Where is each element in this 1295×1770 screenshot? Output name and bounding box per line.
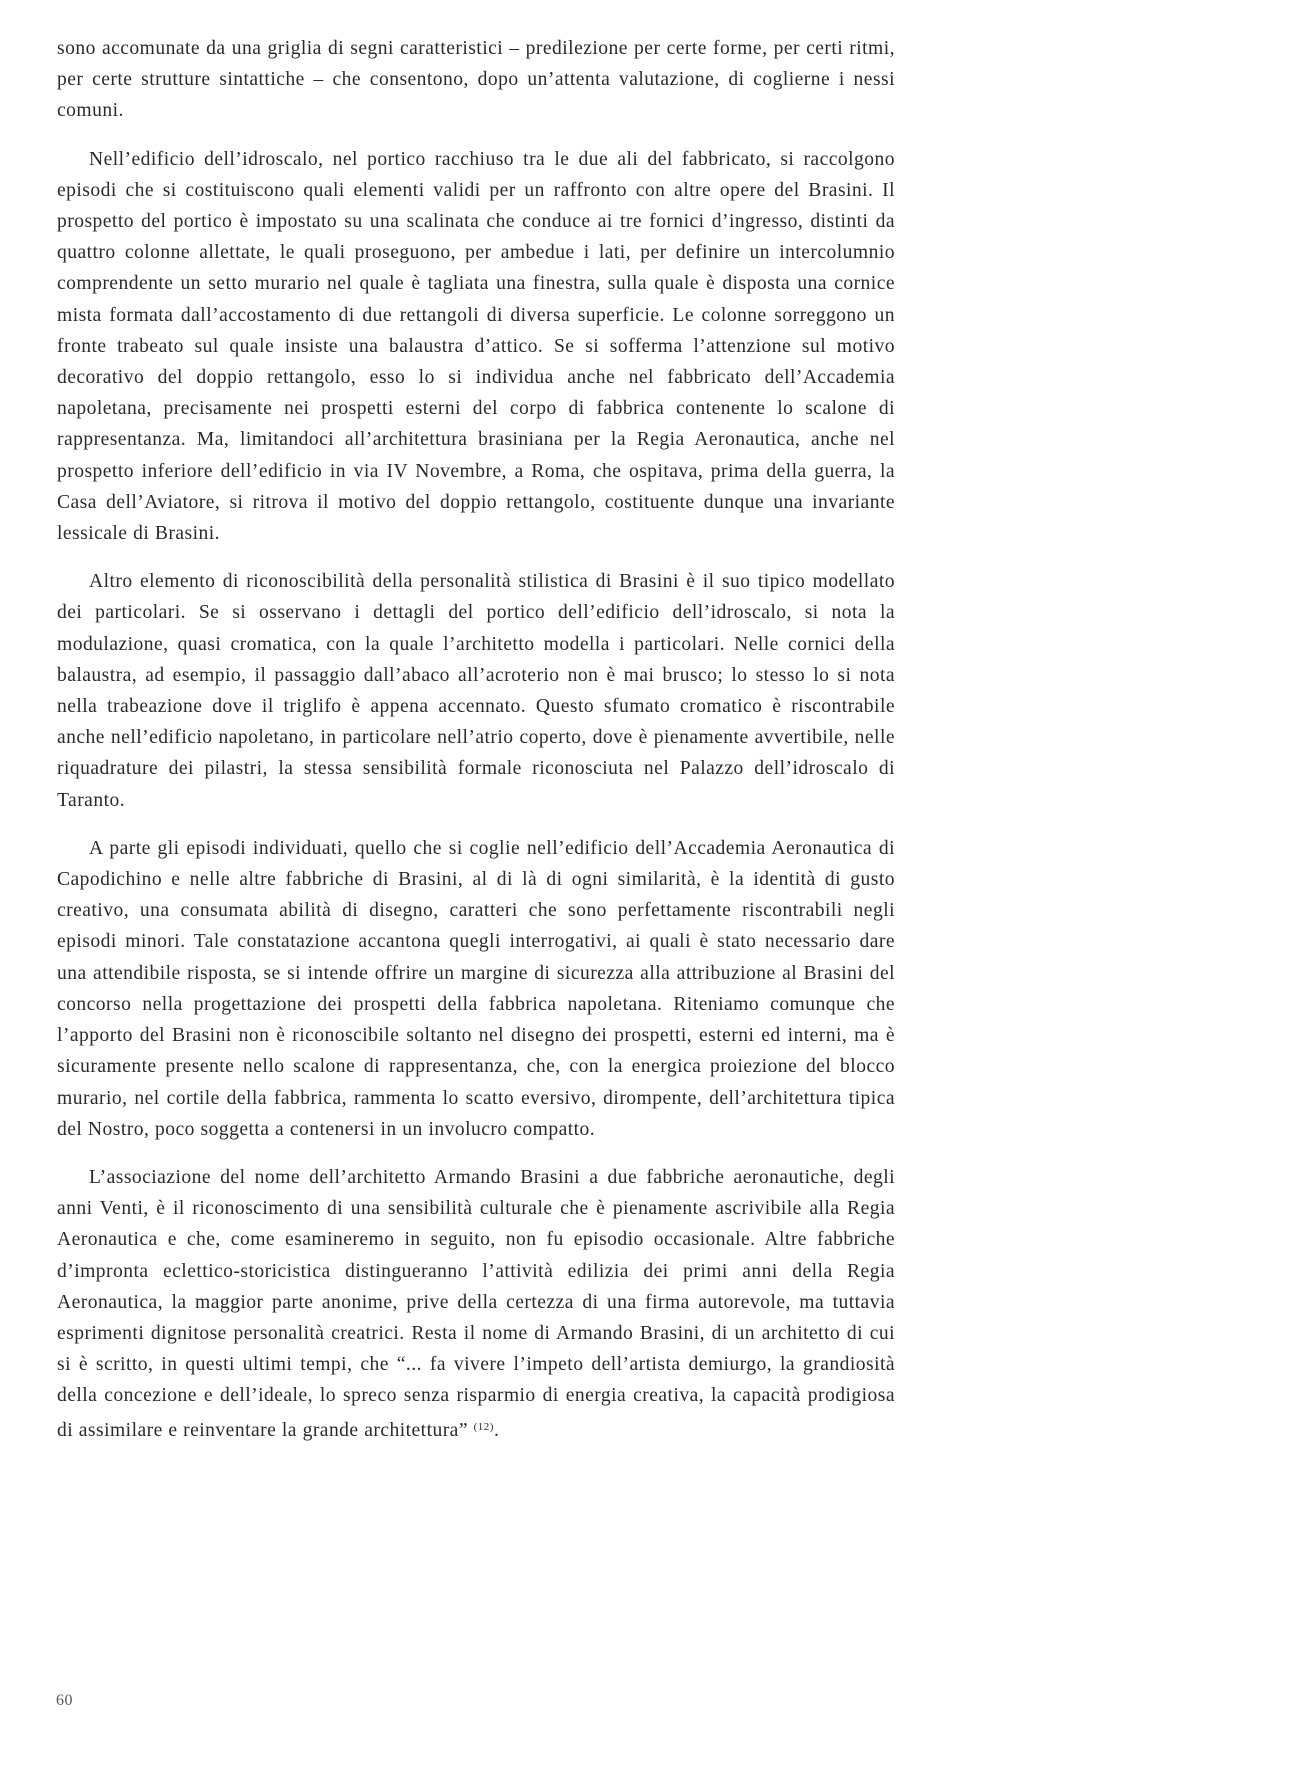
paragraph-5 (57, 1162, 895, 1446)
paragraph-2: Nell’edificio dell’idroscalo, nel portico racchiuso tra le due ali del fabbricato, si raccolgono episodi che si costituiscono quali elementi validi per un raffronto con altre opere del Brasini. Il prospetto del portico è impostato su una scalinata che conduce ai tre fornici d’ingresso, distinti da quattro colonne allettate, le quali proseguono, per ambedue i lati, per definire un intercolumnio comprendente un setto murario nel quale è tagliata una finestra, sulla quale è disposta una cornice mista formata dall’accostamento di due rettangoli di diversa superficie. Le colonne sorreggono un fronte trabeato sul quale insiste una balaustra d’attico. Se si sofferma l’attenzione sul motivo decorativo del doppio rettangolo, esso lo si individua anche nel fabbricato dell’Accademia napoletana, precisamente nei prospetti esterni del corpo di fabbrica contenente lo scalone di rappresentanza. Ma, limitandoci all’architettura brasiniana per la Regia Aeronautica, anche nel prospetto inferiore dell’edificio in via IV Novembre, a Roma, che ospitava, prima della guerra, la Casa dell’Aviatore, si ritrova il motivo del doppio rettangolo, costituente dunque una invariante lessicale di Brasini. (57, 148, 895, 545)
page-number: 60 (56, 1692, 73, 1709)
paragraph-1: sono accomunate da una griglia di segni caratteristici – predilezione per certe forme, per certi ritmi, per certe strutture sintattiche – che consentono, dopo un’attenta valutazione, di coglierne i nessi comuni. (57, 38, 895, 122)
paragraph-3: Altro elemento di riconoscibilità della personalità stilistica di Brasini è il suo tipico modellato dei particolari. Se si osservano i dettagli del portico dell’edificio dell’idroscalo, si nota la modulazione, quasi cromatica, con la quale l’architetto modella i particolari. Nelle cornici della balaustra, ad esempio, il passaggio dall’abaco all’acroterio non è mai brusco; lo stesso lo si nota nella trabeazione dove il triglifo è appena accennato. Questo sfumato cromatico è riscontrabile anche nell’edificio napoletano, in particolare nell’atrio coperto, dove è pienamente avvertibile, nelle riquadrature dei pilastri, la stessa sensibilità formale riconosciuta nel Palazzo dell’idroscalo di Taranto. (57, 571, 895, 811)
paragraph-5-trailing: . (493, 1419, 500, 1441)
paragraph-5-text: L’associazione del nome dell’architetto Armando Brasini a due fabbriche aeronautiche, degli anni Venti, è il riconoscimento di una sensibilità culturale che è pienamente ascrivibile alla Regia Aeronautica e che, come esamineremo in seguito, non fu episodio occasionale. Altre fabbriche d’impronta eclettico-storicistica distingueranno l’attività edilizia dei primi anni della Regia Aeronautica, la maggior parte anonime, prive della certezza di una firma autorevole, ma tuttavia esprimenti dignitose personalità creatrici. Resta il nome di Armando Brasini, di un architetto di cui si è scritto, in questi ultimi tempi, che “... fa vivere l’impeto dell’artista demiurgo, la grandiosità della concezione e dell’ideale, lo spreco senza risparmio di energia creativa, la capacità prodigiosa di assimilare e reinventare la grande architettura” (57, 1166, 895, 1441)
paragraph-4: A parte gli episodi individuati, quello che si coglie nell’edificio dell’Accademia Aeronautica di Capodichino e nelle altre fabbriche di Brasini, al di là di ogni similarità, è la identità di gusto creativo, una consumata abilità di disegno, caratteri che sono perfettamente riscontrabili negli episodi minori. Tale constatazione accantona quegli interrogativi, ai quali è stato necessario dare una attendibile risposta, se si intende offrire un margine di sicurezza alla attribuzione al Brasini del concorso nella progettazione dei prospetti della fabbrica napoletana. Riteniamo comunque che l’apporto del Brasini non è riconoscibile soltanto nel disegno dei prospetti, esterni ed interni, ma è sicuramente presente nello scalone di rappresentanza, che, con la energica proiezione del blocco murario, nel cortile della fabbrica, rammenta lo scatto eversivo, dirompente, dell’architettura tipica del Nostro, poco soggetta a contenersi in un involucro compatto. (57, 837, 895, 1140)
footnote-reference: (12) (473, 1420, 494, 1433)
body-text (57, 33, 895, 1463)
